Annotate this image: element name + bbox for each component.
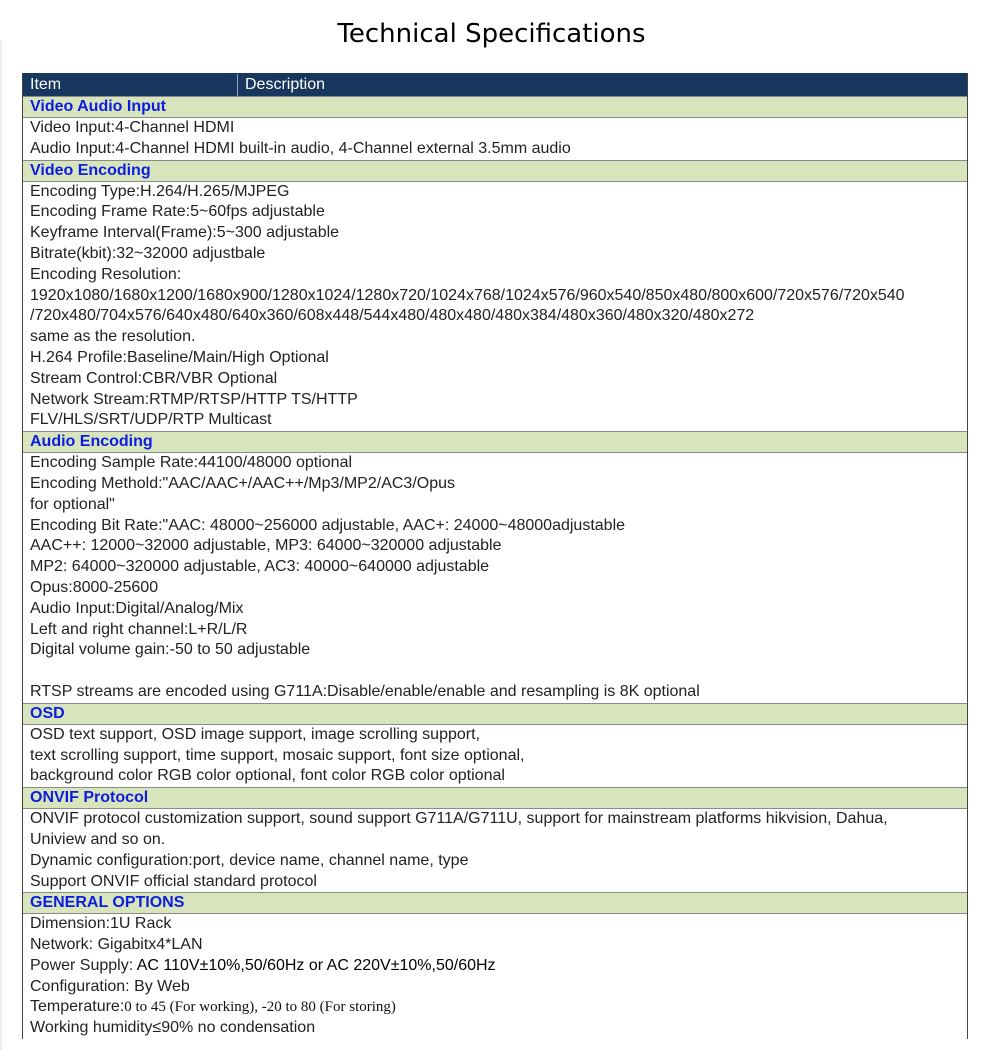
section-body-video-encoding [23, 182, 967, 432]
humidity-line: Working humidity≤90% no condensation [30, 1019, 316, 1037]
spec-line: Encoding Frame Rate:5~60fps adjustable [30, 203, 325, 221]
spec-line: /720x480/704x576/640x480/640x360/608x448/544x480/480x480/480x384/480x360/480x320/480x272 [30, 307, 755, 325]
section-title-onvif-protocol: ONVIF Protocol [23, 787, 967, 809]
spec-line: Stream Control:CBR/VBR Optional [30, 369, 278, 387]
configuration-line: Configuration: By Web [30, 977, 190, 995]
header-description: Description [245, 76, 326, 93]
section-title-audio-encoding: Audio Encoding [23, 431, 967, 453]
spec-line: same as the resolution. [30, 328, 196, 346]
spec-line: Encoding Resolution: [30, 265, 182, 283]
section-body-general-options [23, 914, 967, 1039]
spec-line: text scrolling support, time support, mosaic support, font size optional, [30, 746, 525, 764]
spec-line: Left and right channel:L+R/L/R [30, 620, 248, 638]
spec-table [22, 73, 968, 1039]
section-title-general-options: GENERAL OPTIONS [23, 892, 967, 914]
temperature-line [30, 997, 967, 1018]
spec-line: Opus:8000-25600 [30, 578, 159, 596]
spec-line: Audio Input:4-Channel HDMI built-in audio, 4-Channel external 3.5mm audio [30, 139, 571, 157]
page-title: Technical Specifications [337, 19, 646, 49]
header-item: Item [23, 74, 238, 96]
power-supply-value: AC 110V±10%,50/60Hz or AC 220V±10%,50/60Hz [136, 956, 496, 974]
spec-line: Encoding Bit Rate:"AAC: 48000~256000 adjustable, AAC+: 24000~48000adjustable [30, 516, 626, 534]
spec-line: Bitrate(kbit):32~32000 adjustbale [30, 244, 266, 262]
spec-blank-line [30, 661, 967, 682]
power-supply-line [30, 956, 967, 977]
section-body-video-audio-input [23, 118, 967, 160]
spec-line: for optional" [30, 495, 115, 513]
spec-line: Support ONVIF official standard protocol [30, 872, 317, 890]
spec-line: Network: Gigabitx4*LAN [30, 936, 203, 954]
section-title-osd: OSD [23, 703, 967, 725]
spec-line: 1920x1080/1680x1200/1680x900/1280x1024/1280x720/1024x768/1024x576/960x540/850x480/800x600/720x576/720x540 [30, 286, 905, 304]
spec-line: AAC++: 12000~32000 adjustable, MP3: 64000~320000 adjustable [30, 537, 502, 555]
section-body-osd [23, 725, 967, 787]
spec-line: Keyframe Interval(Frame):5~300 adjustable [30, 224, 340, 242]
spec-line: Uniview and so on. [30, 830, 166, 848]
spec-line: MP2: 64000~320000 adjustable, AC3: 40000~640000 adjustable [30, 558, 490, 576]
page-left-rule [0, 40, 2, 1050]
spec-line: background color RGB color optional, font color RGB color optional [30, 767, 505, 785]
spec-line: ONVIF protocol customization support, sound support G711A/G711U, support for mainstream platforms hikvision, Dahua, [30, 810, 888, 828]
spec-line: Dynamic configuration:port, device name, channel name, type [30, 851, 469, 869]
spec-line: Digital volume gain:-50 to 50 adjustable [30, 641, 311, 659]
spec-line: Encoding Sample Rate:44100/48000 optional [30, 454, 353, 472]
table-header-row [23, 73, 967, 96]
spec-line: OSD text support, OSD image support, image scrolling support, [30, 725, 480, 743]
spec-line: RTSP streams are encoded using G711A:Disable/enable/enable and resampling is 8K optional [30, 682, 700, 700]
section-title-video-encoding: Video Encoding [23, 160, 967, 182]
spec-line: Encoding Type:H.264/H.265/MJPEG [30, 182, 290, 200]
temperature-label: Temperature: [30, 998, 125, 1016]
section-body-audio-encoding [23, 453, 967, 703]
spec-line: H.264 Profile:Baseline/Main/High Optional [30, 348, 329, 366]
temperature-value: 0 to 45 (For working), -20 to 80 (For storing) [124, 999, 396, 1016]
spec-line: Dimension:1U Rack [30, 915, 172, 933]
section-title-video-audio-input: Video Audio Input [23, 96, 967, 118]
spec-line: FLV/HLS/SRT/UDP/RTP Multicast [30, 411, 272, 429]
spec-line: Encoding Methold:"AAC/AAC+/AAC++/Mp3/MP2/AC3/Opus [30, 474, 455, 492]
section-body-onvif-protocol [23, 809, 967, 892]
spec-line: Video Input:4-Channel HDMI [30, 119, 235, 136]
power-supply-label: Power Supply: [30, 956, 137, 974]
spec-line: Audio Input:Digital/Analog/Mix [30, 599, 244, 617]
spec-line: Network Stream:RTMP/RTSP/HTTP TS/HTTP [30, 390, 358, 408]
